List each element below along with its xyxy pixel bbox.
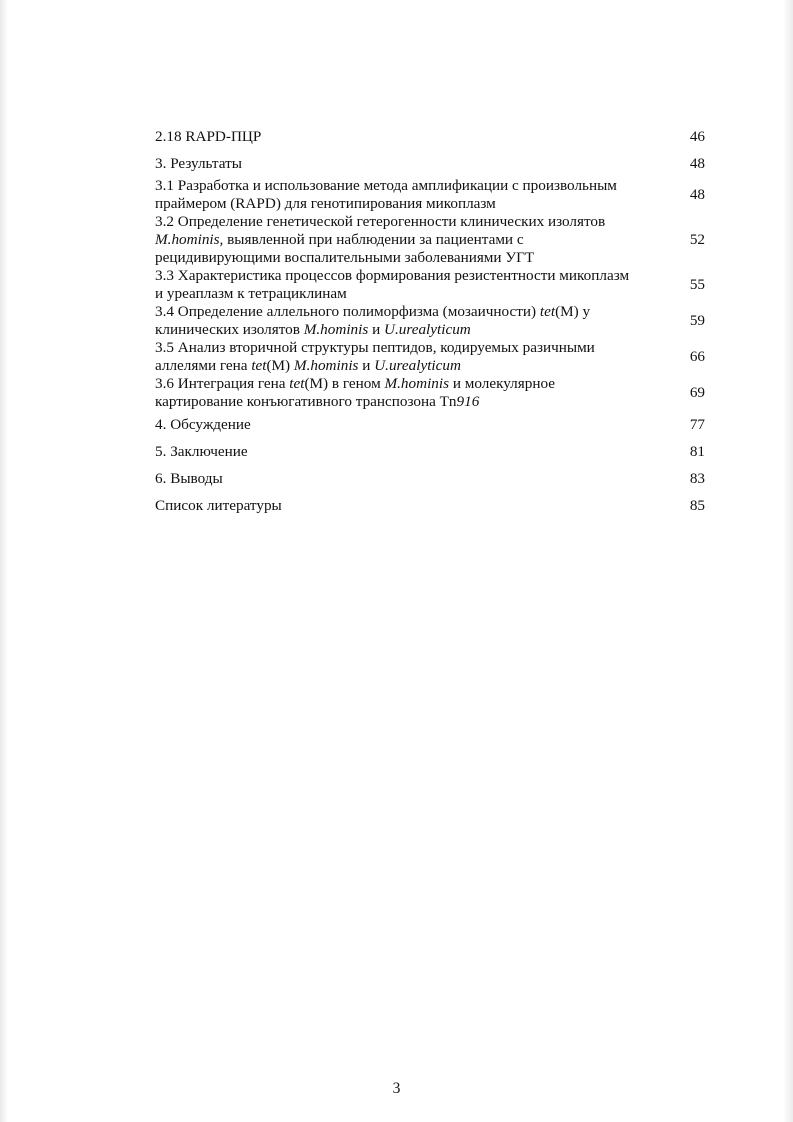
toc-entry-3-4 [155, 303, 705, 339]
toc-title-text: рецидивирующими воспалительными заболеваниями УГТ [155, 249, 535, 266]
toc-title-text: и молекулярное [449, 375, 555, 392]
toc-entry-title [155, 303, 665, 339]
toc-entry-4 [155, 411, 705, 438]
toc-title-text: клинических изолятов [155, 321, 304, 338]
page-number: 3 [392, 1080, 401, 1097]
toc-title-text: 3.5 Анализ вторичной структуры пептидов, кодируемых разичными [155, 339, 595, 356]
organism-name: M.hominis [293, 357, 359, 374]
toc-entry-page: 48 [689, 186, 705, 203]
toc-entry-page: 83 [689, 469, 705, 487]
toc-title-text: (M) у [555, 303, 591, 320]
toc-entry-2-18 [155, 123, 705, 150]
toc-title-text: и [358, 357, 375, 374]
organism-name: M.hominis [303, 321, 369, 338]
toc-entry-page: 81 [689, 442, 705, 460]
toc-title-text: выявленной при наблюдении за пациентами с [223, 231, 524, 248]
toc-title-text: аллелями гена [155, 357, 252, 374]
transposon-number: 916 [456, 393, 480, 410]
toc-entry-title: 2.18 RAPD-ПЦР [155, 127, 262, 145]
toc-title-line: праймером (RAPD) для генотипирования микоплазм [155, 195, 496, 212]
toc-entry-6 [155, 465, 705, 492]
gene-name: tet [289, 375, 305, 392]
toc-entry-3-1 [155, 177, 705, 213]
organism-name: M.hominis, [155, 231, 224, 248]
toc-title-text: 3.4 Определение аллельного полиморфизма (мозаичности) [155, 303, 540, 320]
toc-entry-page: 85 [689, 496, 705, 514]
toc-title-line: и уреаплазм к тетрациклинам [155, 285, 347, 302]
toc-title-text: (M) в геном [304, 375, 385, 392]
toc-entry-3-5 [155, 339, 705, 375]
toc-entry-page: 48 [689, 154, 705, 172]
toc-entry-3-3 [155, 267, 705, 303]
toc-entry-3-2 [155, 213, 705, 267]
toc-entry-title [155, 375, 665, 411]
toc-entry-page: 55 [689, 276, 705, 293]
toc-entry-page: 59 [689, 312, 705, 329]
organism-name: U.urealyticum [374, 357, 461, 374]
toc-title-line: 3.3 Характеристика процессов формирования резистентности микоплазм [155, 267, 630, 284]
toc-entry-references [155, 492, 705, 519]
toc-title-line: 3.1 Разработка и использование метода амплификации с произвольным [155, 177, 617, 194]
toc-title-text: 3.6 Интеграция гена [155, 375, 290, 392]
gene-name: tet [539, 303, 556, 320]
toc-entry-title: Список литературы [155, 496, 282, 514]
toc-entry-page: 69 [689, 384, 705, 401]
toc-entry-title [155, 177, 665, 213]
toc-entry-title: 6. Выводы [155, 469, 223, 487]
toc-entry-title [155, 267, 665, 303]
toc-entry-title: 5. Заключение [155, 442, 248, 460]
table-of-contents [155, 123, 705, 519]
organism-name: M.hominis [384, 375, 450, 392]
toc-entry-5 [155, 438, 705, 465]
toc-title-text: картирование конъюгативного транспозона Tn [155, 393, 457, 410]
toc-entry-title: 4. Обсуждение [155, 415, 251, 433]
toc-entry-page: 52 [689, 231, 705, 248]
toc-title-text: 3.2 Определение генетической гетерогенности клинических изолятов [155, 213, 606, 230]
toc-entry-page: 46 [689, 127, 705, 145]
toc-entry-page: 77 [689, 415, 705, 433]
toc-entry-3-6 [155, 375, 705, 411]
organism-name: U.urealyticum [384, 321, 471, 338]
toc-entry-title: 3. Результаты [155, 154, 242, 172]
gene-name: tet [251, 357, 267, 374]
toc-title-text: и [368, 321, 385, 338]
toc-title-text: (M) [266, 357, 294, 374]
toc-entry-title [155, 213, 665, 267]
toc-entry-page: 66 [689, 348, 705, 365]
toc-entry-title [155, 339, 665, 375]
toc-entry-3 [155, 150, 705, 177]
